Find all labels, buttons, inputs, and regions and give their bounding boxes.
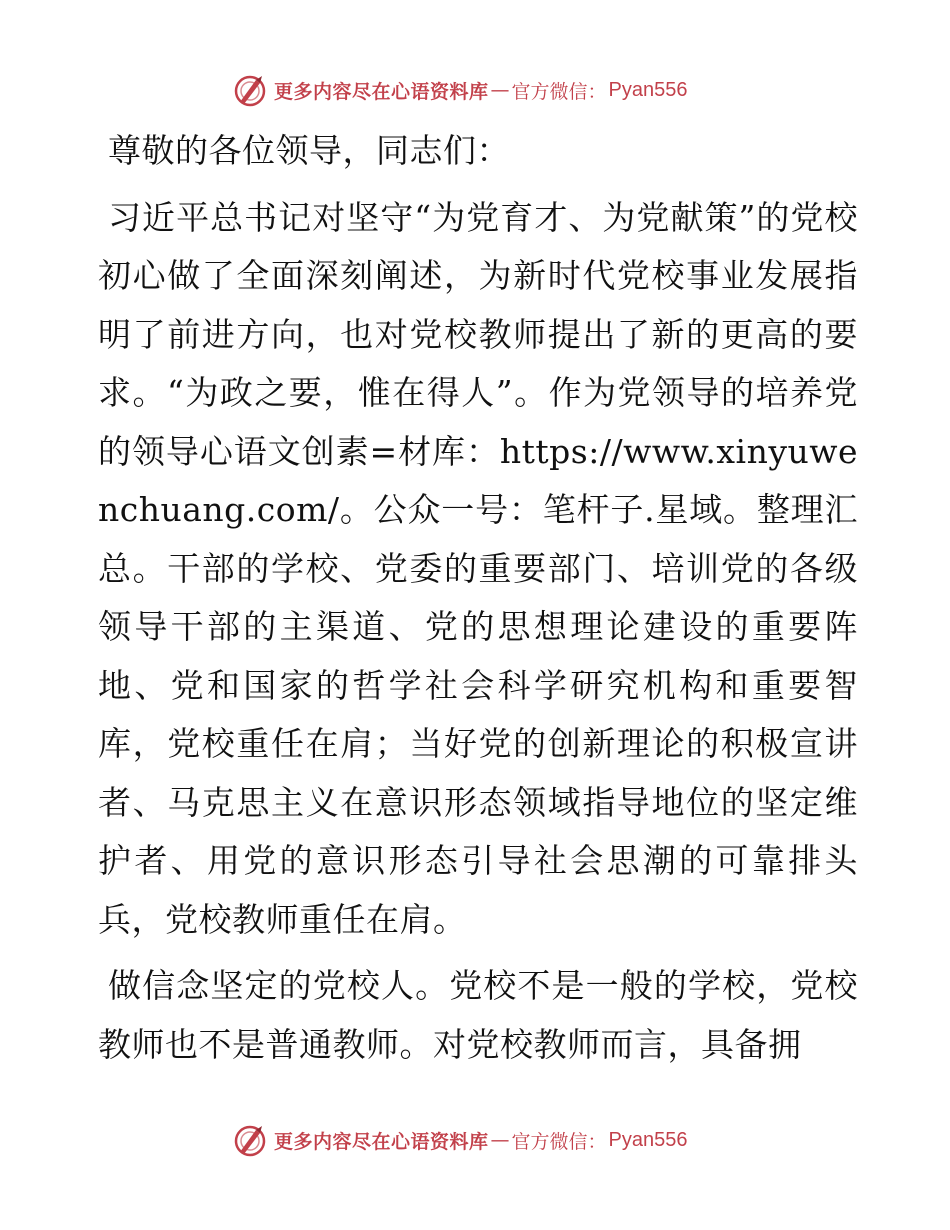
banner-dash: —	[490, 1129, 510, 1151]
document-body	[98, 122, 858, 1074]
banner-contact-label: 官方微信：	[511, 80, 607, 103]
quill-emblem-icon	[232, 1122, 268, 1158]
banner-brand-text: 更多内容尽在心语资料库	[274, 1130, 489, 1153]
banner-contact-handle: Pyan556	[608, 1128, 688, 1151]
salutation-paragraph: 尊敬的各位领导，同志们：	[108, 131, 510, 170]
header-watermark-banner	[232, 70, 752, 110]
banner-contact-handle: Pyan556	[608, 78, 688, 101]
body-paragraph: 习近平总书记对坚守“为党育才、为党献策”的党校初心做了全面深刻阐述，为新时代党校事业发展指明了前进方向，也对党校教师提出了新的更高的要求。“为政之要，惟在得人”。作为党领导的培养党的领导心语文创素=材库：https://www.xinyuwenchuang.com/。公众一号：笔杆子.星域。整理汇总。干部的学校、党委的重要部门、培训党的各级领导干部的主渠道、党的思想理论建设的重要阵地、党和国家的哲学社会科学研究机构和重要智库，党校重任在肩；当好党的创新理论的积极宣讲者、马克思主义在意识形态领域指导地位的坚定维护者、用党的意识形态引导社会思潮的可靠排头兵，党校教师重任在肩。	[98, 197, 858, 939]
banner-brand-text: 更多内容尽在心语资料库	[274, 80, 489, 103]
banner-contact-label: 官方微信：	[511, 1130, 607, 1153]
banner-dash: —	[490, 79, 510, 101]
body-paragraph: 做信念坚定的党校人。党校不是一般的学校，党校教师也不是普通教师。对党校教师而言，具备拥	[98, 966, 858, 1064]
quill-emblem-icon	[232, 72, 268, 108]
footer-watermark-banner	[232, 1120, 752, 1160]
